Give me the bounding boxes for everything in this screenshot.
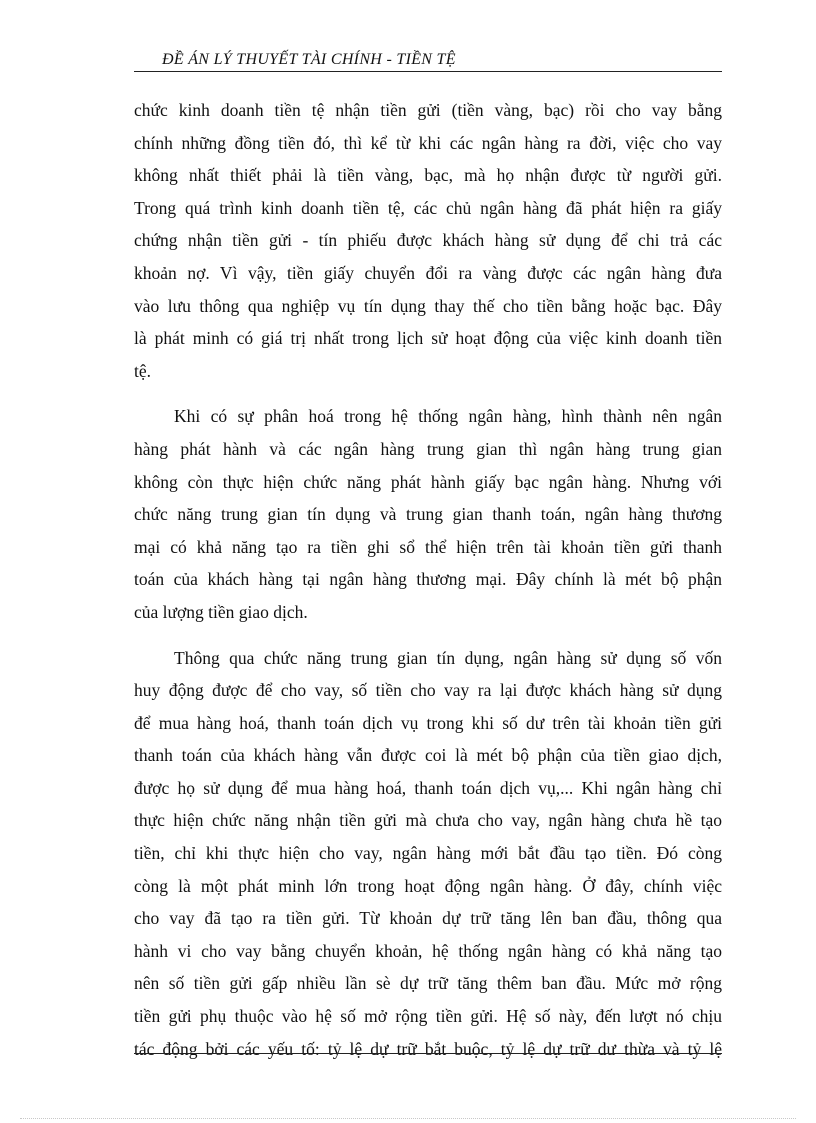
text-line: vào lưu thông qua nghiệp vụ tín dụng thay thế cho tiền bằng hoặc bạc. Đây [134, 295, 722, 316]
text-line: được họ sử dụng để mua hàng hoá, thanh toán dịch vụ,... Khi ngân hàng chỉ [134, 777, 722, 798]
text-line: tiền gửi phụ thuộc vào hệ số mở rộng tiền gửi. Hệ số này, đến lượt nó chịu [134, 1006, 722, 1027]
text-line: chứng nhận tiền gửi - tín phiếu được khách hàng sử dụng để chi trả các [134, 230, 722, 251]
text-line: thanh toán của khách hàng vẫn được coi là mét bộ phận của tiền giao dịch, [134, 745, 722, 766]
text-line: chức năng trung gian tín dụng và trung gian thanh toán, ngân hàng thương [134, 504, 722, 525]
text-line: toán của khách hàng tại ngân hàng thương mại. Đây chính là mét bộ phận [134, 569, 722, 590]
text-line: Khi có sự phân hoá trong hệ thống ngân hàng, hình thành nên ngân [174, 406, 722, 427]
paragraph [134, 94, 722, 387]
text-line: tác động bởi các yếu tố: tỷ lệ dự trữ bắt buộc, tỷ lệ dự trữ dư thừa và tỷ lệ [134, 1038, 722, 1059]
text-line: tệ. [134, 360, 152, 381]
text-line: cho vay đã tạo ra tiền gửi. Từ khoản dự trữ tăng lên ban đầu, thông qua [134, 908, 722, 929]
text-line: của lượng tiền giao dịch. [134, 601, 308, 622]
text-line: hành vi cho vay bằng chuyển khoản, hệ thống ngân hàng có khả năng tạo [134, 940, 722, 961]
text-line: không nhất thiết phải là tiền vàng, bạc, mà họ nhận được từ người gửi. [134, 165, 722, 186]
page-bottom-dotted-line [20, 1118, 796, 1119]
text-line: để mua hàng hoá, thanh toán dịch vụ trong khi số dư trên tài khoản tiền gửi [134, 712, 722, 733]
header-rule [134, 71, 722, 72]
text-line: tiền, chỉ khi thực hiện cho vay, ngân hàng mới bắt đầu tạo tiền. Đó còng [134, 843, 722, 864]
paragraph-spacer [134, 629, 722, 642]
text-line: là phát minh có giá trị nhất trong lịch sử hoạt động của việc kinh doanh tiền [134, 328, 722, 349]
text-line: nên số tiền gửi gấp nhiều lần sè dự trữ tăng thêm ban đầu. Mức mở rộng [134, 973, 722, 994]
text-line: hàng phát hành và các ngân hàng trung gian thì ngân hàng trung gian [134, 438, 722, 459]
document-body [134, 94, 722, 1065]
text-line: huy động được để cho vay, số tiền cho vay ra lại được khách hàng sử dụng [134, 680, 722, 701]
paragraph-spacer [134, 387, 722, 400]
text-line: còng là một phát minh lớn trong hoạt động ngân hàng. Ở đây, chính việc [134, 875, 722, 896]
text-line: mại có khả năng tạo ra tiền ghi sổ thể hiện trên tài khoản tiền gửi thanh [134, 536, 722, 557]
text-line: chính những đồng tiền đó, thì kể từ khi các ngân hàng ra đời, việc cho vay [134, 132, 722, 153]
text-line: Thông qua chức năng trung gian tín dụng, ngân hàng sử dụng số vốn [174, 647, 722, 668]
text-line: thực hiện chức năng nhận tiền gửi mà chưa cho vay, ngân hàng chưa hề tạo [134, 810, 722, 831]
page-header [134, 50, 722, 72]
text-line: chức kinh doanh tiền tệ nhận tiền gửi (tiền vàng, bạc) rồi cho vay bằng [134, 100, 722, 120]
paragraph [134, 400, 722, 628]
footer-rule [134, 1053, 722, 1054]
paragraph [134, 642, 722, 1066]
text-line: không còn thực hiện chức năng phát hành giấy bạc ngân hàng. Nhưng với [134, 471, 722, 492]
text-line: khoản nợ. Vì vậy, tiền giấy chuyển đổi ra vàng được các ngân hàng đưa [134, 262, 722, 283]
header-title: ĐỀ ÁN LÝ THUYẾT TÀI CHÍNH - TIỀN TỆ [162, 51, 456, 68]
text-line: Trong quá trình kinh doanh tiền tệ, các chủ ngân hàng đã phát hiện ra giấy [134, 197, 722, 218]
